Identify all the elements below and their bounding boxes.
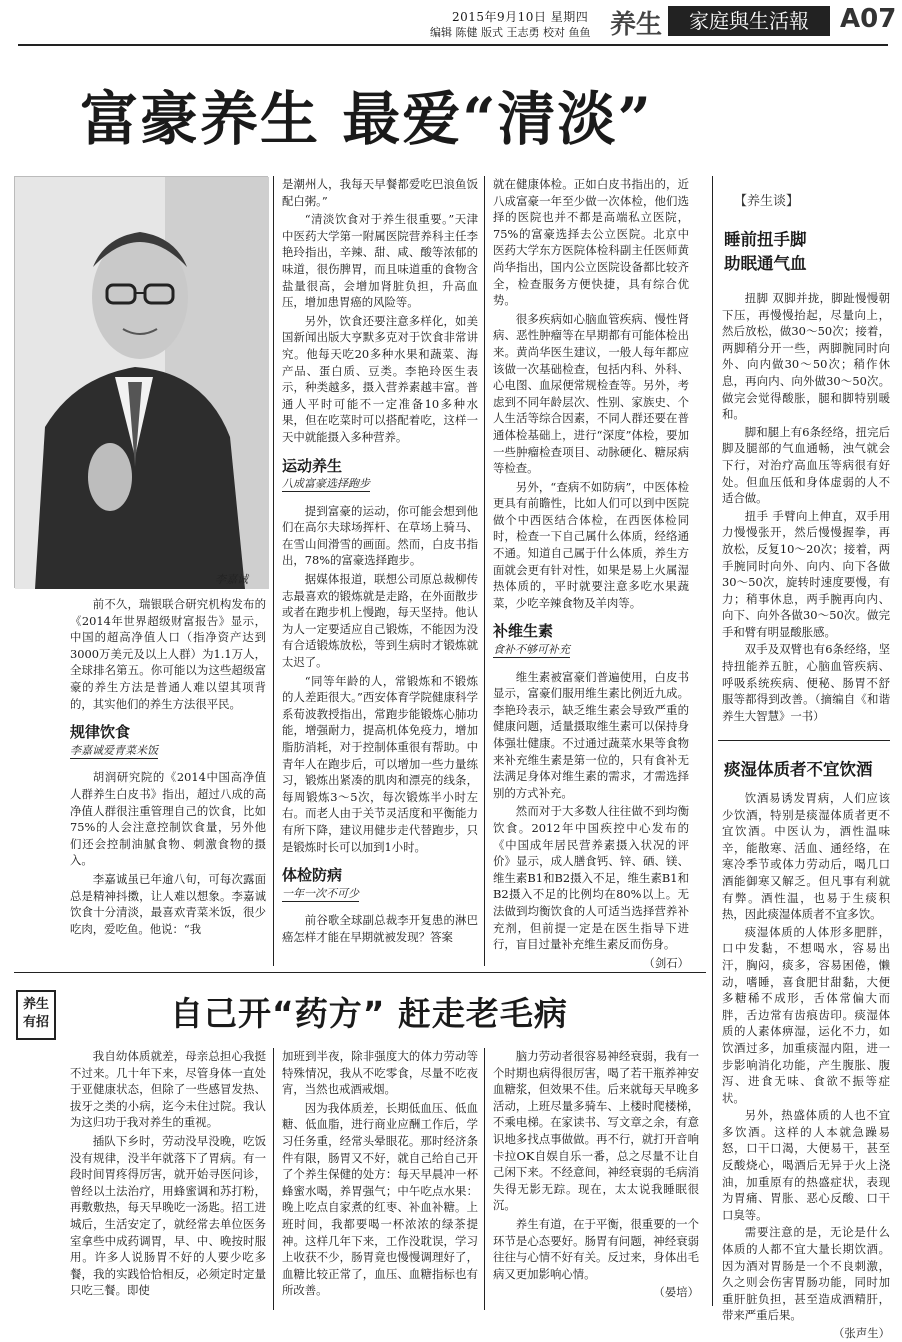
subheading-vitamin: 补维生素 [493, 622, 554, 641]
badge-line-1: 养生 [22, 997, 49, 1012]
paragraph: 加班到半夜，除非强度大的体力劳动等特殊情况，我从不吃零食，尽量不吃夜宵，当然也戒酒戒烟。 [282, 1049, 478, 1097]
sidebar-rule [718, 740, 890, 741]
subheading-diet-kicker: 李嘉诚爱青菜米饭 [70, 743, 158, 757]
paragraph: 双手及双臂也有6条经络，坚持扭能养五脏，心脑血管疾病、呼吸系统疾病、便秘、肠胃不舒服等都得到改善。（摘编自《和谐养生大智慧》一书） [722, 642, 890, 723]
section-rule [14, 972, 706, 973]
paragraph: 脑力劳动者很容易神经衰弱，我有一个时期也病得很厉害，喝了若干瓶养神安血糖浆，但效果不佳。后来就每天早晚多活动，上班尽量多骑车、上楼时爬楼梯，不乘电梯。在家读书、写文章之余，有意识地多找点事做做。再不行，就打开音响卡拉OK自娱自乐一番，总之尽量不让自己闲下来。不经意间，神经衰弱的毛病消失得无影无踪。现在，太太说我睡眠很沉。 [493, 1049, 699, 1213]
article1-column-1 [70, 596, 266, 966]
paragraph: 扭手 手臂向上伸直，双手用力慢慢张开，然后慢慢握拳，再放松，反复10～20次；接着，两手腕同时向外、向内、向下各做30～50次，旋转时速度要慢，有力；稍事休息，两手腕再向内、向下、向外各做30～50次。做完手和臂有明显酸胀感。 [722, 508, 890, 639]
paragraph: 提到富豪的运动，你可能会想到他们在高尔夫球场挥杆、在草场上骑马、在雪山间滑雪的画面。然而，白皮书指出，78%的富豪选择跑步。 [282, 503, 478, 568]
paragraph: “同等年龄的人，常锻炼和不锻炼的人差距很大。”西安体育学院健康科学系荀波教授指出，常跑步能锻炼心肺功能，增强耐力，提高机体免疫力，增加脂肪消耗，对于控制体重很有帮助。中青年人在跑步后，可以增加一些力量练习，锻炼出紧凑的肌肉和漂亮的线条，每周锻炼3～5次，每次锻炼半小时左右。而老人由于关节灵活度和平衡能力有所下降，建议用健步走代替跑步，只是锻炼时长可以加到1小时。 [282, 673, 478, 854]
paragraph: 我自幼体质就差，母亲总担心我挺不过来。几十年下来，尽管身体一直处于亚健康状态，但除了一些感冒发热、拔牙之类的小病，迄今未住过院。我认为这归功于我对养生的重视。 [70, 1049, 266, 1130]
portrait-photo [14, 176, 268, 588]
paragraph: 因为我体质差，长期低血压、低血糖、低血脂，进行商业应酬工作后，学习任务重，经常头晕眼花。那时经济条件有限，肠胃又不好，就自己给自己开了个养生保健的处方：每天早晨冲一杯蜂蜜水喝，养胃强气；中午吃点水果：晚上吃点自家煮的红枣、补血补糖。上班时间，我都要喝一杯浓浓的绿茶提神。这样几年下来，工作没耽误，学习上收获不少，肠胃竟也慢慢调理好了，血糖比较正常了，血压、血糖指标也有所改善。 [282, 1100, 478, 1298]
subheading-checkup-kicker: 一年一次不可少 [282, 886, 359, 900]
header-rule [18, 44, 888, 46]
newspaper-logo: 家庭與生活報 [668, 6, 830, 36]
paragraph: 据媒体报道，联想公司原总裁柳传志最喜欢的锻炼就是走路，在外面散步或者在跑步机上慢跑，每天坚持。他认为人一定要适应自己锻炼，不能因为没有合适锻炼放松，等到生病时才锻炼就太迟了。 [282, 572, 478, 670]
paragraph: 李嘉诚虽已年逾八旬，可每次露面总是精神抖擞，让人难以想象。李嘉诚饮食十分清淡，最喜欢青菜米饭，很少吃肉，爱吃鱼。他说：“我 [70, 871, 266, 936]
paragraph: 胡润研究院的《2014中国高净值人群养生白皮书》指出，超过八成的高净值人群很注重管理自己的饮食，比如75%的人会注意控制饮食量，另外他们还会控制油腻食物、刺激食物的摄入。 [70, 770, 266, 868]
sidebar-headline-1-line-1: 睡前扭手脚 [724, 230, 807, 249]
paragraph: 饮酒易诱发胃病，人们应该少饮酒，特别是痰湿体质者更不宜饮酒。中医认为，酒性温味辛，能散寒、活血、通经络，在寒冷季节或体力劳动后，喝几口酒能御寒又解乏。但凡事有利就有弊。酒性温，也易于生痰积热，因此痰湿体质者不宜多饮。 [722, 791, 890, 922]
paragraph: 痰湿体质的人体形多肥胖，口中发黏，不想喝水，容易出汗，胸闷，痰多，容易困倦，懒动，嗜睡，喜食肥甘甜黏，大便多糖稀不成形，舌体常偏大而胖，舌边常有齿痕齿印。痰湿体质的人素体痹湿，运化不力，如饮酒过多，加重痰湿内阻，进一步影响消化功能，产生腹胀、腹泻、进食无味、食欲不振等症状。 [722, 924, 890, 1105]
subheading-exercise-kicker: 八成富豪选择跑步 [282, 477, 370, 491]
column-divider [484, 176, 485, 966]
paragraph: 插队下乡时，劳动没早没晚，吃饭没有规律，没半年就落下了胃病。有一段时间胃疼得厉害，就开始寻医问诊，曾经以土法治疗，用蜂蜜调和苏打粉，再敷敷热，每天早晚吃一汤匙。招工进城后，生活安定了，就经常去单位医务室拿些中成药调胃，早、中、晚按时服用。许多人说肠胃不好的人要少吃多餐，我的实践恰恰相反，必须定时定量只吃三餐。即使 [70, 1133, 266, 1298]
paragraph: 脚和腿上有6条经络，扭完后脚及腿部的气血通畅，浊气就会下行，对治疗高血压等病很有好处。但血压低和身体虚弱的人不适合做。 [722, 424, 890, 506]
sidebar-text-1 [722, 290, 890, 723]
paragraph: 然而对于大多数人往往做不到均衡饮食。2012年中国疾控中心发布的《中国成年居民营养素摄入状况的评价》显示，成人膳食钙、锌、硒、镁、维生素B1和B2摄入不足，维生素B1和B2摄入不足的比例均在80%以上。无法做到均衡饮食的人可适当选择营养补充剂，但前提一定是在医生指导下进行，盲目过量补充维生素反而伤身。 [493, 804, 689, 952]
article1-column-3 [493, 176, 689, 970]
section-name: 养生 [610, 10, 663, 40]
author-sign: （剑石） [643, 955, 689, 970]
paragraph: 养生有道，在于平衡，很重要的一个环节是心态要好。肠胃有问题，神经衰弱往往与心情不好有关。反过来，身体出毛病又更加影响心情。 [493, 1216, 699, 1281]
article2-headline: 自己开“药方” 赶走老毛病 [170, 994, 568, 1033]
main-headline: 富豪养生 最爱“清淡” [80, 85, 653, 153]
article2-column-1 [70, 1048, 266, 1310]
subheading-checkup: 体检防病 [282, 866, 343, 885]
portrait-illustration [15, 177, 269, 589]
editor-credit: 编辑 陈健 版式 王志勇 校对 鱼鱼 [430, 26, 591, 39]
sidebar-divider [712, 176, 713, 1306]
badge-line-2: 有招 [22, 1015, 49, 1030]
paragraph: 是潮州人，我每天早餐都爱吃巴浪鱼饭配白粥。” [282, 177, 478, 208]
column-badge [16, 990, 56, 1040]
paragraph: 另外，热盛体质的人也不宜多饮酒。这样的人本就急躁易怒，口干口渴，大便易干，甚至反酸烧心，喝酒后无异于火上浇油，加重原有的热盛症状，表现为胃痛、胃胀、恶心反酸、口干口臭等。 [722, 1108, 890, 1222]
paragraph: 前谷歌全球副总裁李开复患的淋巴癌怎样才能在早期就被发现？答案 [282, 913, 478, 944]
page-number: A07 [840, 4, 897, 34]
paragraph: 需要注意的是，无论是什么体质的人都不宜大量长期饮酒。因为酒对胃肠是一个不良刺激，久之则会伤害胃肠功能，同时加重肝脏负担，甚至造成酒精肝，带来严重后果。 [722, 1225, 890, 1323]
paragraph: 另外，饮食还要注意多样化，如美国新闻出版大亨默多克对于饮食非常讲究。他每天吃20多种水果和蔬菜、海产品、蛋白质、豆类。李艳玲医生表示，种类越多，摄入营养素越丰富。普通人平时可能不一定准备10多种水果，但在吃菜时可以搭配着吃，这样一天中就能摄入多种营养。 [282, 313, 478, 444]
author-sign: （张声生） [833, 1326, 890, 1340]
subheading-exercise: 运动养生 [282, 456, 343, 475]
paragraph: “清淡饮食对于养生很重要。”天津中医药大学第一附属医院营养科主任李艳玲指出，辛辣、甜、咸、酸等浓郁的味道，很伤脾胃，而且味道重的食物含盐量很高，会增加肾脏负担，升高血压，增加患胃癌的风险等。 [282, 212, 478, 310]
paragraph: 扭脚 双脚并拢，脚趾慢慢朝下压，再慢慢抬起，尽量向上，然后放松，做30～50次；接着，两脚稍分开一些，两脚腕同时向外、向内做30～50次；稍作休息，再向内、向外做30～50次。做完会觉得酸胀，腿和脚特别暖和。 [722, 291, 890, 422]
author-sign: （晏培） [653, 1285, 699, 1300]
article2-column-2 [282, 1048, 478, 1310]
paragraph: 很多疾病如心脑血管疾病、慢性肾病、恶性肿瘤等在早期都有可能体检出来。黄尚华医生建议，一般人每年都应该做一次基础检查，包括内科、外科、心电图、血尿便常规检查等。另外，考虑到不同年龄层次、性别、家族史、个人生活等综合因素，不同人群还要在普通体检基础上，进行“深度”体检，要加一些肿瘤检查项目、动脉硬化、糖尿病等检查。 [493, 311, 689, 476]
photo-caption: 李嘉诚 [215, 573, 248, 586]
subheading-vitamin-kicker: 食补不够可补充 [493, 643, 570, 657]
sidebar-text-2 [722, 790, 890, 1340]
sidebar-headline-2: 痰湿体质者不宜饮酒 [724, 760, 873, 779]
article1-column-2 [282, 176, 478, 966]
page-header [0, 0, 902, 44]
paragraph: 就在健康体检。正如白皮书指出的，近八成富豪一年至少做一次体检，他们选择的医院也并不都是高端私立医院，75%的富豪选择去公立医院。北京中医药大学东方医院体检科副主任医师黄尚华指出，国内公立医院设备都比较齐全，检查服务方便快捷，具有综合优势。 [493, 177, 689, 308]
sidebar-headline-1-line-2: 助眠通气血 [724, 254, 807, 273]
subheading-diet: 规律饮食 [70, 723, 131, 742]
column-divider [273, 176, 274, 966]
article2-column-3 [493, 1048, 699, 1310]
issue-date: 2015年9月10日 星期四 [452, 10, 589, 24]
column-divider [484, 1048, 485, 1310]
paragraph: 另外，“查病不如防病”，中医体检更具有前瞻性，比如人们可以到中医院做个中西医结合体检，在西医体检同时，检查一下自己属什么体质，经络通不通。知道自己属于什么体质，养生方面就会更有针对性，如果是易上火属湿热体质的，平时就要注意多吃水果蔬菜，少吃辛辣食物及羊肉等。 [493, 479, 689, 610]
sidebar-tag: 【养生谈】 [734, 194, 800, 209]
paragraph: 前不久，瑞银联合研究机构发布的《2014年世界超级财富报告》显示，中国的超高净值人口（指净资产达到3000万美元及以上人群）为1.1万人，全球排名第五。你可能以为这些超级富豪的养生方法是普通人难以望其项背的，其实他们的养生方法很平民。 [70, 597, 266, 711]
paragraph: 维生素被富豪们普遍使用，白皮书显示，富豪们服用维生素比例近九成。李艳玲表示，缺乏维生素会导致严重的健康问题，适量摄取维生素可以保持身体强壮健康。不过通过蔬菜水果等食物来补充维生素是第一位的，只有食补无法满足身体对维生素的需求，才需选择别的方式补充。 [493, 669, 689, 800]
column-divider [273, 1048, 274, 1310]
sidebar-headline-1 [724, 228, 884, 276]
